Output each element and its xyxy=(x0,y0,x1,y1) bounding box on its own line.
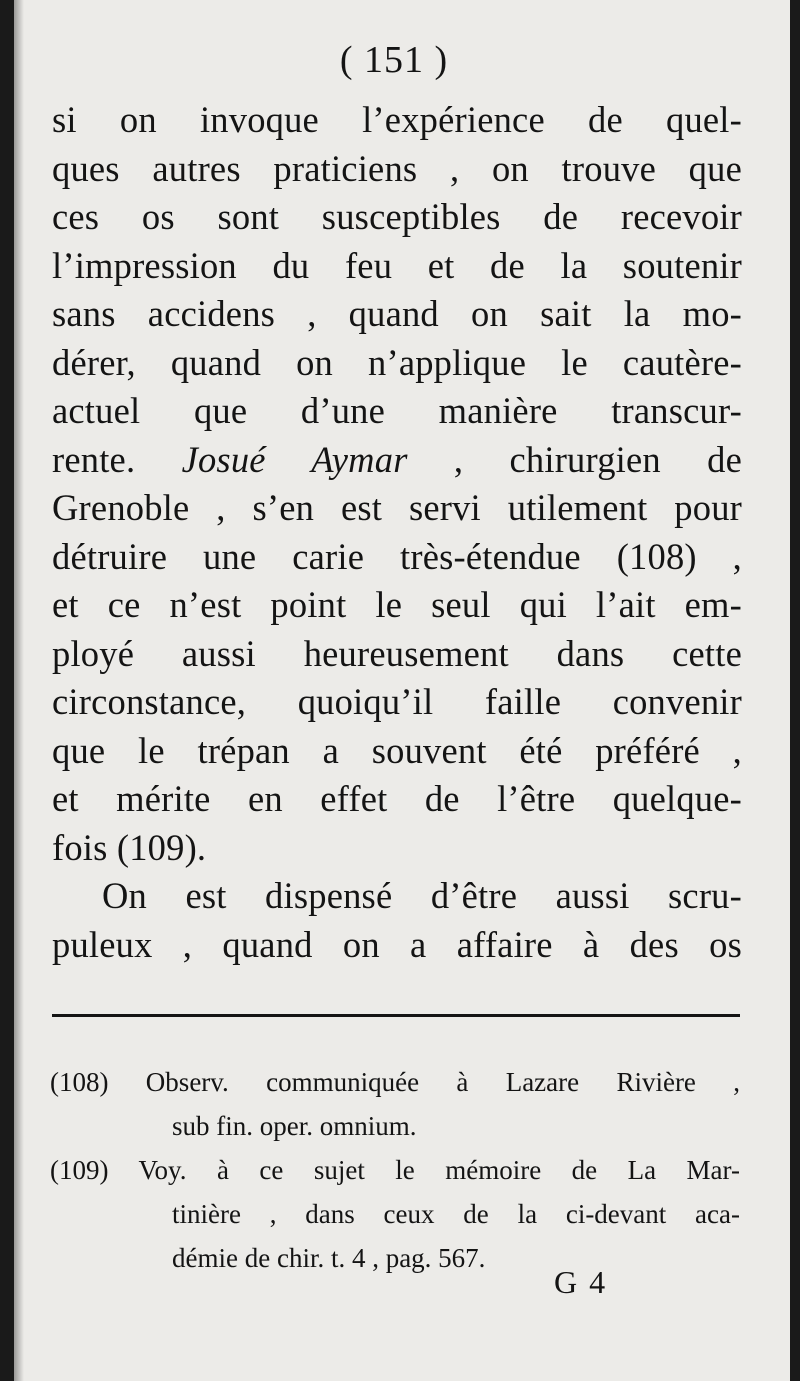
text-line: ces os sont susceptibles de recevoir xyxy=(52,196,742,237)
text-line: l’impression du feu et de la soutenir xyxy=(52,244,742,286)
text-segment: , chirurgien de xyxy=(407,438,742,480)
footnote-109-line: (109) Voy. à ce sujet le mémoire de La Mar- xyxy=(50,1155,740,1185)
paragraph-start-line: On est dispensé d’être aussi scru- xyxy=(102,875,742,916)
body-text xyxy=(52,96,742,969)
footnote-109-continuation: démie de chir. t. 4 , pag. 567. xyxy=(172,1243,486,1273)
footnotes xyxy=(50,1060,740,1280)
footnote-separator-rule xyxy=(52,1014,740,1017)
book-page xyxy=(14,0,790,1381)
text-line: circonstance, quoiqu’il faille convenir xyxy=(52,681,742,722)
text-line: puleux , quand on a affaire à des os xyxy=(52,923,742,965)
text-line: si on invoque l’expérience de quel- xyxy=(52,99,742,140)
text-line: ques autres praticiens , on trouve que xyxy=(52,147,742,189)
text-line: et mérite en effet de l’être quelque- xyxy=(52,778,742,819)
footnote-109-continuation: tinière , dans ceux de la ci-devant aca- xyxy=(172,1199,740,1229)
text-line: fois (109). xyxy=(52,826,207,868)
text-line: détruire une carie très-étendue (108) , xyxy=(52,535,742,577)
signature-mark: G 4 xyxy=(554,1264,608,1300)
text-line: et ce n’est point le seul qui l’ait em- xyxy=(52,584,742,625)
text-line: dérer, quand on n’applique le cautère- xyxy=(52,341,742,383)
text-line: sans accidens , quand on sait la mo- xyxy=(52,293,742,334)
text-segment: rente. xyxy=(52,438,182,480)
footnote-108-continuation: sub fin. oper. omnium. xyxy=(172,1111,417,1141)
text-line: actuel que d’une manière transcur- xyxy=(52,390,742,431)
text-line: ployé aussi heureusement dans cette xyxy=(52,632,742,674)
page-gutter-shadow xyxy=(14,0,24,1381)
text-line-with-italic-name xyxy=(52,436,742,485)
text-line: Grenoble , s’en est servi utilement pour xyxy=(52,487,742,528)
footnote-108-line: (108) Observ. communiquée à Lazare Rivière , xyxy=(50,1067,740,1097)
text-line: que le trépan a souvent été préféré , xyxy=(52,729,742,771)
italic-person-name: Josué Aymar xyxy=(181,438,408,480)
page-number: ( 151 ) xyxy=(339,39,449,81)
